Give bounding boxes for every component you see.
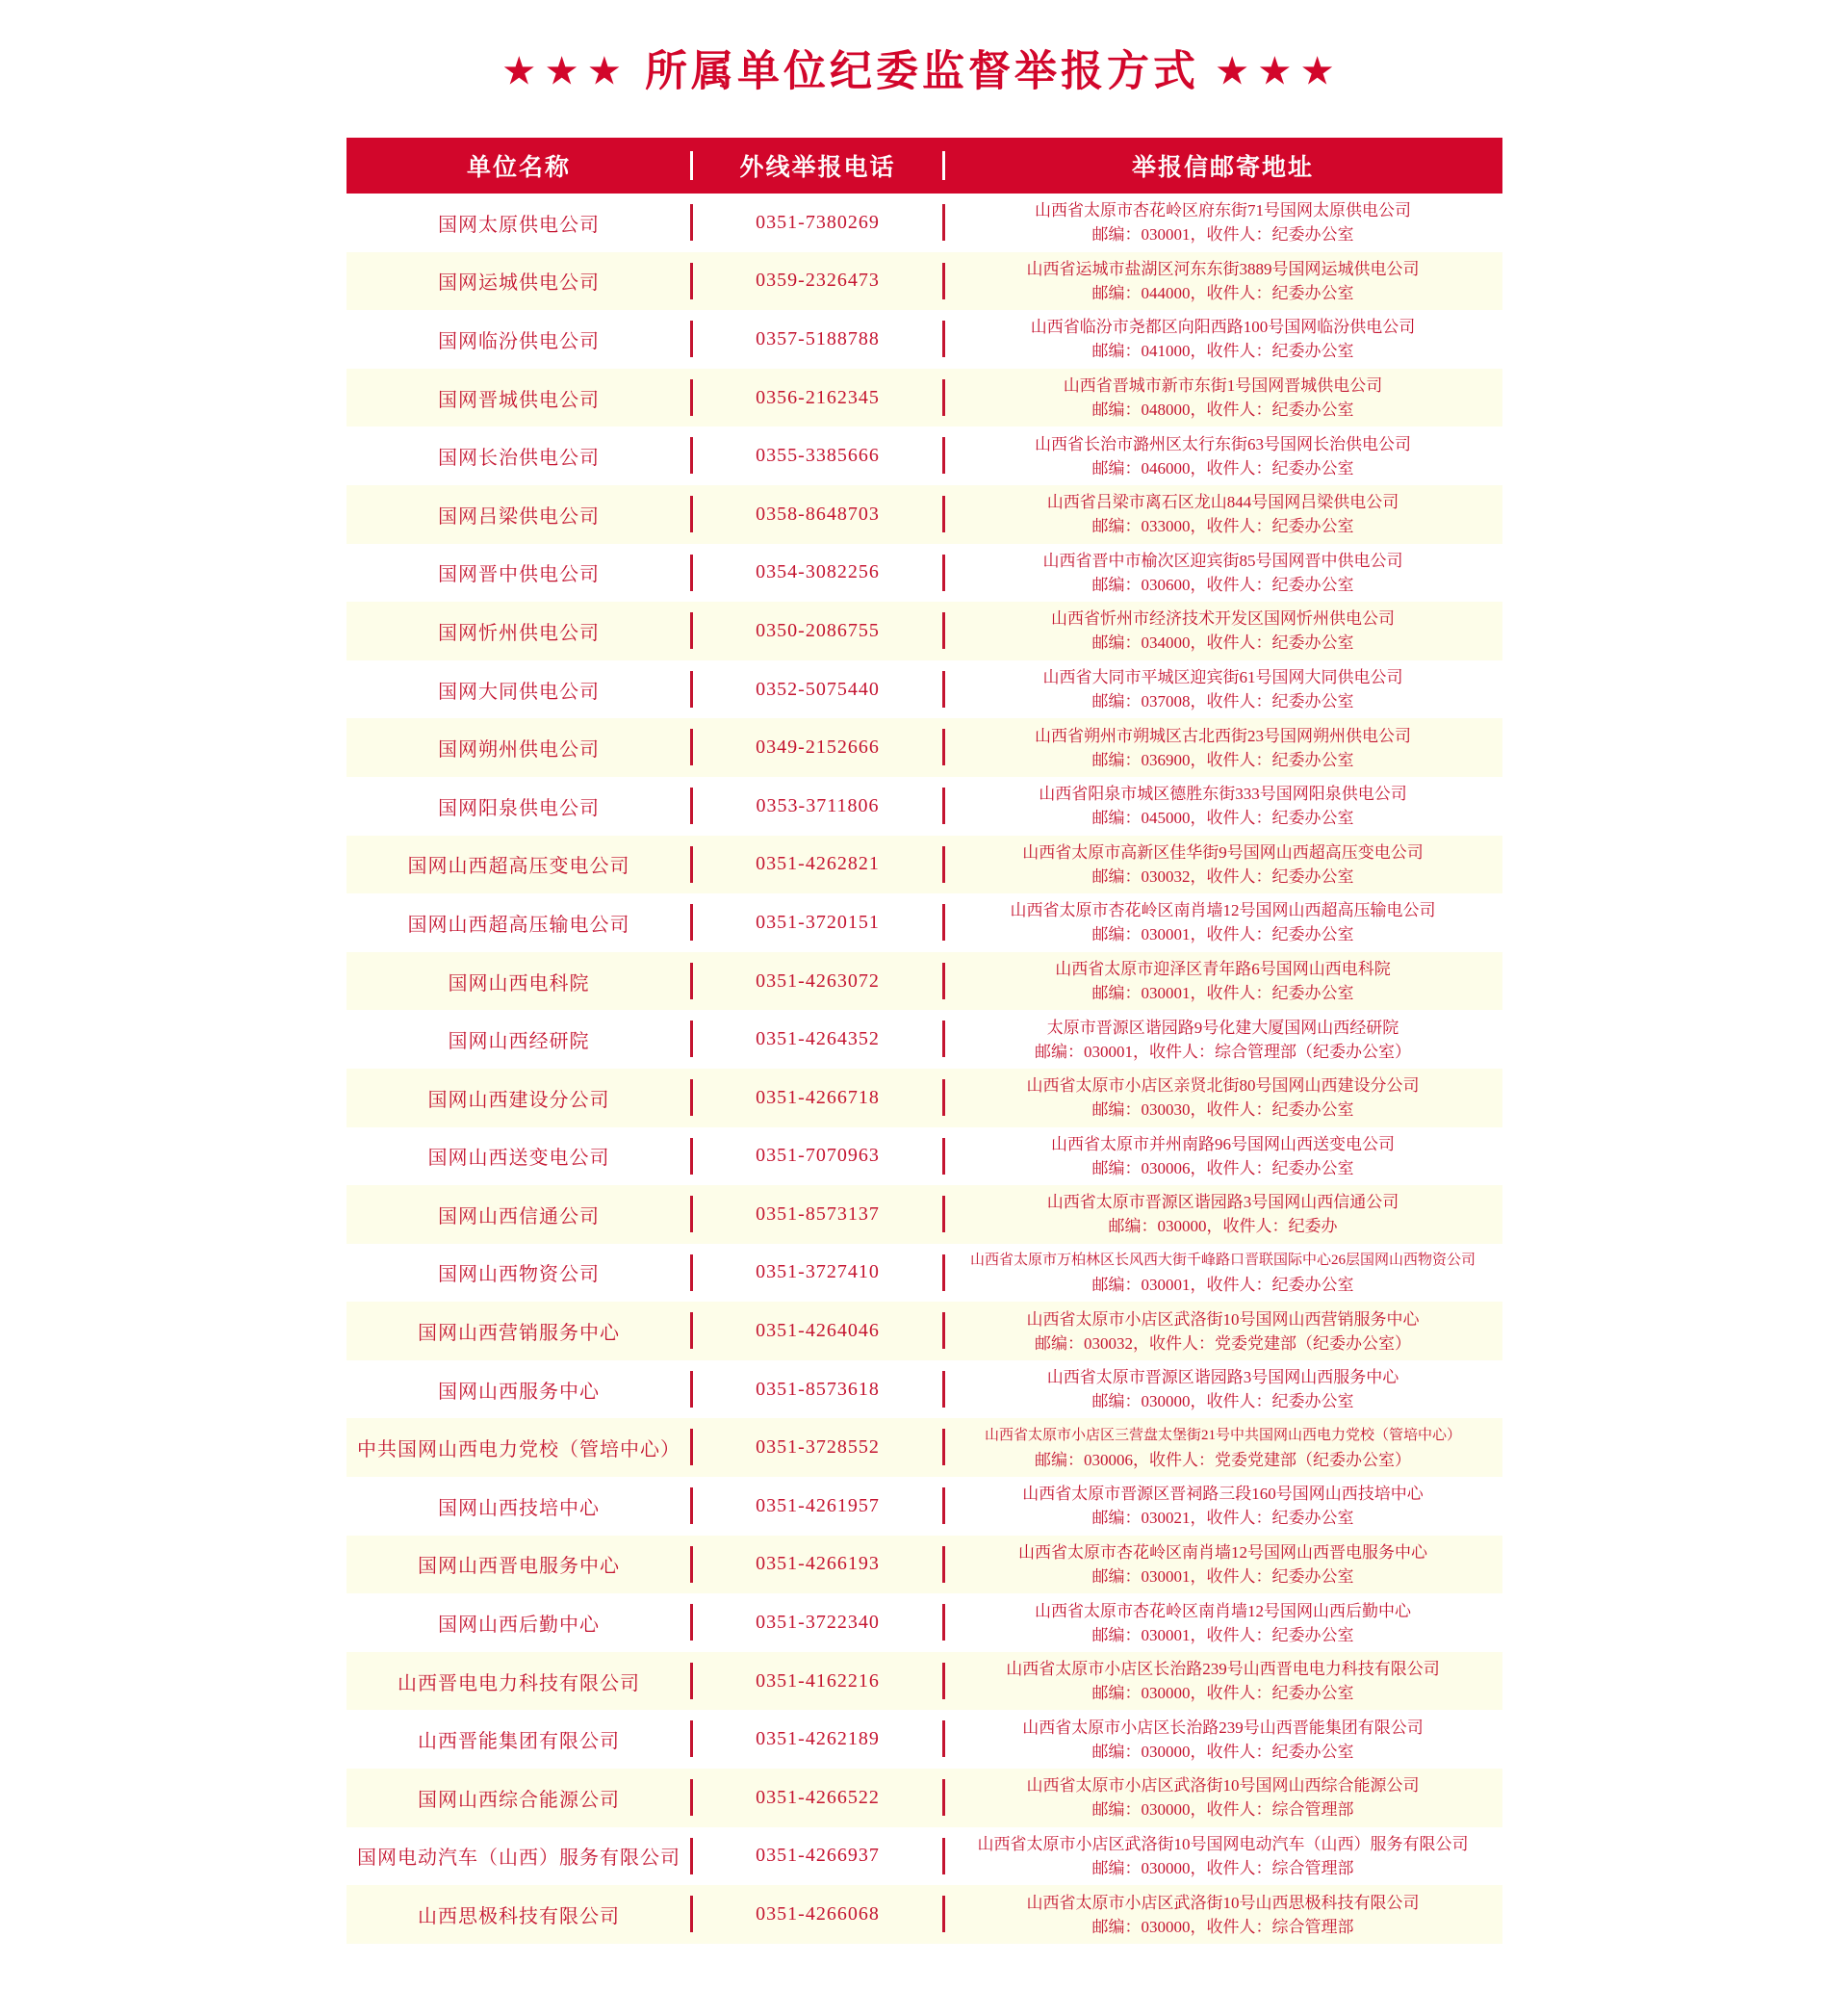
address-line: 太原市晋源区谐园路9号化建大厦国网山西经研院 (1046, 1018, 1399, 1037)
column-divider (690, 204, 693, 241)
mailing-address-cell (944, 1482, 1502, 1530)
postcode-recipient-line: 邮编：030006，收件人：党委党建部（纪委办公室） (1035, 1450, 1411, 1469)
postcode-recipient-line: 邮编：030032，收件人：纪委办公室 (1091, 866, 1354, 886)
postcode-recipient-line: 邮编：045000，收件人：纪委办公室 (1091, 809, 1354, 828)
unit-name-cell: 国网电动汽车（山西）服务有限公司 (357, 1848, 680, 1870)
column-divider (942, 671, 945, 708)
table-row (346, 1536, 1502, 1594)
unit-name-cell: 国网山西超高压输电公司 (407, 914, 630, 936)
address-line: 山西省太原市并州南路96号国网山西送变电公司 (1051, 1134, 1395, 1153)
column-divider (690, 671, 693, 708)
unit-name-cell: 国网山西后勤中心 (438, 1615, 600, 1637)
column-divider (942, 729, 945, 765)
table-body (346, 194, 1502, 1944)
column-divider (942, 263, 945, 299)
postcode-recipient-line: 邮编：030030，收件人：纪委办公室 (1091, 1100, 1354, 1120)
column-divider (690, 1312, 693, 1349)
report-phone-cell: 0351-4266522 (756, 1786, 880, 1808)
postcode-recipient-line: 邮编：046000，收件人：纪委办公室 (1091, 458, 1354, 478)
stars-right-icon: ★★★ (1217, 52, 1345, 91)
postcode-recipient-line: 邮编：037008，收件人：纪委办公室 (1091, 692, 1354, 711)
page-title (0, 0, 1848, 98)
column-divider (690, 263, 693, 299)
mailing-address-cell (944, 724, 1502, 772)
address-line: 山西省大同市平城区迎宾街61号国网大同供电公司 (1042, 668, 1403, 687)
column-divider (942, 1021, 945, 1057)
report-phone-cell: 0351-4266193 (756, 1553, 880, 1575)
column-divider (690, 1254, 693, 1291)
postcode-recipient-line: 邮编：030001，收件人：纪委办公室 (1091, 925, 1354, 944)
table-row (346, 1418, 1502, 1477)
unit-name-cell: 国网晋中供电公司 (438, 564, 600, 586)
unit-name-cell: 国网阳泉供电公司 (438, 797, 600, 819)
column-divider (942, 1779, 945, 1816)
mailing-address-cell (944, 1307, 1502, 1356)
column-divider (942, 1896, 945, 1932)
postcode-recipient-line: 邮编：030000，收件人：纪委办公室 (1091, 1392, 1354, 1411)
header-column-divider (942, 151, 945, 180)
column-divider (690, 1487, 693, 1524)
unit-name-cell: 国网晋城供电公司 (438, 389, 600, 411)
address-line: 山西省太原市小店区武洛街10号国网电动汽车（山西）服务有限公司 (977, 1834, 1469, 1853)
column-divider (942, 963, 945, 999)
address-line: 山西省朔州市朔城区古北西街23号国网朔州供电公司 (1035, 726, 1411, 745)
unit-name-cell: 国网山西物资公司 (438, 1264, 600, 1286)
address-line: 山西省太原市小店区三营盘太堡街21号中共国网山西电力党校（管培中心） (984, 1427, 1461, 1443)
mailing-address-cell (944, 1891, 1502, 1939)
column-divider (690, 846, 693, 883)
postcode-recipient-line: 邮编：030006，收件人：纪委办公室 (1091, 1158, 1354, 1177)
column-divider (690, 1196, 693, 1232)
postcode-recipient-line: 邮编：030000，收件人：综合管理部 (1091, 1858, 1354, 1877)
column-divider (942, 555, 945, 591)
unit-name-cell: 国网山西建设分公司 (427, 1089, 610, 1111)
address-line: 山西省太原市杏花岭区府东街71号国网太原供电公司 (1035, 201, 1411, 220)
postcode-recipient-line: 邮编：030001，收件人：纪委办公室 (1091, 225, 1354, 245)
report-phone-cell: 0351-7380269 (756, 211, 880, 233)
table-row (346, 369, 1502, 427)
table-row (346, 952, 1502, 1011)
mailing-address-cell (944, 1773, 1502, 1822)
mailing-address-cell (944, 607, 1502, 655)
unit-name-cell: 国网运城供电公司 (438, 272, 600, 295)
table-row (346, 310, 1502, 369)
column-divider (942, 1838, 945, 1874)
address-line: 山西省吕梁市离石区龙山844号国网吕梁供电公司 (1046, 493, 1399, 512)
mailing-address-cell (944, 1599, 1502, 1647)
column-divider (942, 496, 945, 532)
mailing-address-cell (944, 432, 1502, 480)
mailing-address-cell (944, 490, 1502, 538)
table-row (346, 1010, 1502, 1069)
table-row (346, 1710, 1502, 1769)
table-row (346, 194, 1502, 252)
postcode-recipient-line: 邮编：030001，收件人：纪委办公室 (1091, 1275, 1354, 1294)
mailing-address-cell (944, 198, 1502, 246)
report-phone-cell: 0357-5188788 (756, 327, 880, 349)
address-line: 山西省太原市杏花岭区南肖墙12号国网山西晋电服务中心 (1018, 1542, 1427, 1562)
report-phone-cell: 0351-4266718 (756, 1086, 880, 1108)
column-divider (942, 1604, 945, 1641)
column-divider (942, 1429, 945, 1465)
column-divider (690, 1021, 693, 1057)
stars-left-icon: ★★★ (503, 52, 631, 91)
postcode-recipient-line: 邮编：030001，收件人：纪委办公室 (1091, 984, 1354, 1003)
column-divider (690, 437, 693, 474)
unit-name-cell: 国网忻州供电公司 (438, 622, 600, 644)
address-line: 山西省晋城市新市东街1号国网晋城供电公司 (1063, 376, 1383, 396)
header-column-divider (690, 151, 693, 180)
postcode-recipient-line: 邮编：048000，收件人：纪委办公室 (1091, 401, 1354, 420)
table-row (346, 1360, 1502, 1419)
table-row (346, 1885, 1502, 1944)
unit-name-cell: 国网山西送变电公司 (427, 1148, 610, 1170)
table-row (346, 1827, 1502, 1886)
column-divider (690, 1838, 693, 1874)
column-divider (942, 788, 945, 824)
table-row (346, 718, 1502, 777)
address-line: 山西省运城市盐湖区河东东街3889号国网运城供电公司 (1026, 259, 1420, 278)
unit-name-cell: 国网长治供电公司 (438, 448, 600, 470)
column-divider (942, 1312, 945, 1349)
report-phone-cell: 0351-4261957 (756, 1494, 880, 1516)
address-line: 山西省太原市小店区武洛街10号国网山西营销服务中心 (1026, 1309, 1420, 1329)
column-divider (690, 788, 693, 824)
table-row (346, 602, 1502, 660)
report-phone-cell: 0351-4264352 (756, 1028, 880, 1050)
mailing-address-cell (944, 1365, 1502, 1413)
address-line: 山西省太原市迎泽区青年路6号国网山西电科院 (1055, 960, 1391, 979)
address-line: 山西省长治市潞州区太行东街63号国网长治供电公司 (1035, 434, 1411, 453)
report-table (346, 138, 1502, 1944)
address-line: 山西省太原市万柏林区长风西大街千峰路口晋联国际中心26层国网山西物资公司 (969, 1252, 1476, 1268)
unit-name-cell: 国网大同供电公司 (438, 681, 600, 703)
column-divider (942, 1546, 945, 1583)
mailing-address-cell (944, 315, 1502, 363)
mailing-address-cell (944, 1540, 1502, 1589)
postcode-recipient-line: 邮编：030000，收件人：纪委办 (1108, 1217, 1338, 1236)
address-line: 山西省晋中市榆次区迎宾街85号国网晋中供电公司 (1042, 551, 1403, 570)
mailing-address-cell (944, 1716, 1502, 1764)
column-divider (690, 555, 693, 591)
column-divider (690, 1604, 693, 1641)
report-phone-cell: 0351-4264046 (756, 1320, 880, 1342)
unit-name-cell: 国网山西晋电服务中心 (418, 1556, 620, 1578)
unit-name-cell: 国网山西经研院 (448, 1031, 590, 1053)
report-phone-cell: 0351-4262821 (756, 853, 880, 875)
column-divider (942, 1487, 945, 1524)
column-divider (942, 1196, 945, 1232)
report-phone-cell: 0355-3385666 (756, 445, 880, 467)
unit-name-cell: 国网山西信通公司 (438, 1205, 600, 1228)
table-row (346, 1593, 1502, 1652)
report-phone-cell: 0351-4266068 (756, 1903, 880, 1925)
report-phone-cell: 0354-3082256 (756, 561, 880, 583)
postcode-recipient-line: 邮编：044000，收件人：纪委办公室 (1091, 283, 1354, 302)
mailing-address-cell (944, 957, 1502, 1005)
column-divider (942, 846, 945, 883)
address-line: 山西省太原市晋源区谐园路3号国网山西信通公司 (1046, 1193, 1399, 1212)
unit-name-cell: 国网山西电科院 (448, 972, 590, 995)
mailing-address-cell (944, 257, 1502, 305)
report-phone-cell: 0351-3727410 (756, 1261, 880, 1283)
address-line: 山西省太原市小店区武洛街10号山西思极科技有限公司 (1026, 1893, 1420, 1912)
unit-name-cell: 国网吕梁供电公司 (438, 505, 600, 528)
column-divider (690, 729, 693, 765)
postcode-recipient-line: 邮编：030000，收件人：纪委办公室 (1091, 1742, 1354, 1761)
mailing-address-cell (944, 1657, 1502, 1705)
mailing-address-cell (944, 549, 1502, 597)
column-divider (942, 379, 945, 416)
unit-name-cell: 中共国网山西电力党校（管培中心） (357, 1439, 680, 1461)
table-row (346, 1185, 1502, 1244)
report-phone-cell: 0351-7070963 (756, 1145, 880, 1167)
report-phone-cell: 0358-8648703 (756, 503, 880, 525)
mailing-address-cell (944, 840, 1502, 889)
column-divider (942, 1138, 945, 1175)
address-line: 山西省太原市杏花岭区南肖墙12号国网山西超高压输电公司 (1010, 901, 1436, 920)
table-row (346, 1127, 1502, 1186)
column-divider (942, 204, 945, 241)
table-row (346, 1069, 1502, 1127)
column-divider (942, 321, 945, 357)
column-divider (690, 496, 693, 532)
postcode-recipient-line: 邮编：034000，收件人：纪委办公室 (1091, 633, 1354, 653)
postcode-recipient-line: 邮编：030021，收件人：纪委办公室 (1091, 1509, 1354, 1528)
postcode-recipient-line: 邮编：033000，收件人：纪委办公室 (1091, 517, 1354, 536)
postcode-recipient-line: 邮编：036900，收件人：纪委办公室 (1091, 750, 1354, 769)
table-row (346, 1244, 1502, 1303)
table-row (346, 485, 1502, 544)
unit-name-cell: 国网山西超高压变电公司 (407, 856, 630, 878)
report-phone-cell: 0351-4162216 (756, 1669, 880, 1692)
postcode-recipient-line: 邮编：041000，收件人：纪委办公室 (1091, 342, 1354, 361)
table-row (346, 836, 1502, 894)
report-phone-cell: 0351-8573137 (756, 1202, 880, 1225)
mailing-address-cell (944, 1190, 1502, 1238)
table-row (346, 544, 1502, 603)
column-divider (690, 1138, 693, 1175)
table-header (346, 138, 1502, 194)
column-divider (942, 1371, 945, 1408)
postcode-recipient-line: 邮编：030001，收件人：纪委办公室 (1091, 1566, 1354, 1586)
address-line: 山西省太原市小店区长治路239号山西晋电电力科技有限公司 (1006, 1660, 1440, 1679)
postcode-recipient-line: 邮编：030001，收件人：综合管理部（纪委办公室） (1035, 1042, 1411, 1061)
address-line: 山西省太原市杏花岭区南肖墙12号国网山西后勤中心 (1035, 1601, 1411, 1620)
table-row (346, 893, 1502, 952)
column-divider (690, 1079, 693, 1116)
postcode-recipient-line: 邮编：030000，收件人：综合管理部 (1091, 1917, 1354, 1936)
address-line: 山西省阳泉市城区德胜东街333号国网阳泉供电公司 (1039, 785, 1407, 804)
report-phone-cell: 0351-3722340 (756, 1612, 880, 1634)
column-divider (690, 1720, 693, 1757)
unit-name-cell: 国网朔州供电公司 (438, 739, 600, 762)
mailing-address-cell (944, 782, 1502, 830)
unit-name-cell: 山西晋电电力科技有限公司 (398, 1672, 640, 1694)
postcode-recipient-line: 邮编：030600，收件人：纪委办公室 (1091, 575, 1354, 594)
address-line: 山西省太原市小店区武洛街10号国网山西综合能源公司 (1026, 1776, 1420, 1796)
column-divider (942, 1720, 945, 1757)
report-phone-cell: 0350-2086755 (756, 619, 880, 641)
unit-name-cell: 国网山西营销服务中心 (418, 1323, 620, 1345)
mailing-address-cell (944, 374, 1502, 422)
report-phone-cell: 0353-3711806 (756, 794, 880, 816)
address-line: 山西省太原市晋源区晋祠路三段160号国网山西技培中心 (1022, 1485, 1424, 1504)
mailing-address-cell (944, 1132, 1502, 1180)
table-row (346, 252, 1502, 311)
header-mailing-address: 举报信邮寄地址 (1131, 155, 1314, 181)
postcode-recipient-line: 邮编：030000，收件人：综合管理部 (1091, 1800, 1354, 1820)
postcode-recipient-line: 邮编：030001，收件人：纪委办公室 (1091, 1625, 1354, 1644)
column-divider (690, 321, 693, 357)
unit-name-cell: 山西晋能集团有限公司 (418, 1731, 620, 1753)
mailing-address-cell (944, 1832, 1502, 1880)
mailing-address-cell (944, 898, 1502, 946)
header-unit-name: 单位名称 (466, 155, 571, 181)
report-phone-cell: 0356-2162345 (756, 386, 880, 408)
report-phone-cell: 0352-5075440 (756, 678, 880, 700)
report-phone-cell: 0351-4262189 (756, 1728, 880, 1750)
column-divider (690, 612, 693, 649)
mailing-address-cell (944, 665, 1502, 713)
mailing-address-cell (944, 1249, 1502, 1297)
table-row (346, 1769, 1502, 1827)
address-line: 山西省太原市小店区长治路239号山西晋能集团有限公司 (1022, 1718, 1424, 1737)
mailing-address-cell (944, 1424, 1502, 1472)
column-divider (942, 1254, 945, 1291)
table-row (346, 1477, 1502, 1536)
unit-name-cell: 国网临汾供电公司 (438, 330, 600, 352)
column-divider (690, 379, 693, 416)
column-divider (690, 904, 693, 941)
column-divider (942, 612, 945, 649)
column-divider (690, 963, 693, 999)
column-divider (942, 437, 945, 474)
report-phone-cell: 0351-4263072 (756, 969, 880, 992)
unit-name-cell: 国网山西综合能源公司 (418, 1789, 620, 1811)
header-report-phone: 外线举报电话 (739, 155, 896, 181)
column-divider (690, 1663, 693, 1699)
report-phone-cell: 0359-2326473 (756, 270, 880, 292)
table-row (346, 1302, 1502, 1360)
mailing-address-cell (944, 1016, 1502, 1064)
column-divider (690, 1429, 693, 1465)
report-phone-cell: 0351-8573618 (756, 1378, 880, 1400)
unit-name-cell: 山西思极科技有限公司 (418, 1906, 620, 1928)
unit-name-cell: 国网山西服务中心 (438, 1381, 600, 1403)
report-phone-cell: 0351-4266937 (756, 1845, 880, 1867)
report-phone-cell: 0351-3728552 (756, 1436, 880, 1459)
column-divider (690, 1779, 693, 1816)
table-row (346, 777, 1502, 836)
unit-name-cell: 国网太原供电公司 (438, 214, 600, 236)
address-line: 山西省太原市晋源区谐园路3号国网山西服务中心 (1046, 1368, 1399, 1387)
mailing-address-cell (944, 1073, 1502, 1122)
address-line: 山西省太原市高新区佳华街9号国网山西超高压变电公司 (1022, 842, 1424, 862)
postcode-recipient-line: 邮编：030032，收件人：党委党建部（纪委办公室） (1035, 1333, 1411, 1353)
column-divider (942, 1079, 945, 1116)
address-line: 山西省太原市小店区亲贤北街80号国网山西建设分公司 (1026, 1076, 1420, 1096)
table-row (346, 660, 1502, 719)
column-divider (690, 1546, 693, 1583)
table-row (346, 426, 1502, 485)
column-divider (690, 1371, 693, 1408)
column-divider (942, 904, 945, 941)
postcode-recipient-line: 邮编：030000，收件人：纪委办公室 (1091, 1684, 1354, 1703)
unit-name-cell: 国网山西技培中心 (438, 1497, 600, 1519)
page-title-text: 所属单位纪委监督举报方式 (645, 47, 1199, 95)
column-divider (690, 1896, 693, 1932)
table-row (346, 1652, 1502, 1711)
column-divider (942, 1663, 945, 1699)
address-line: 山西省临汾市尧都区向阳西路100号国网临汾供电公司 (1030, 318, 1416, 337)
address-line: 山西省忻州市经济技术开发区国网忻州供电公司 (1051, 609, 1395, 629)
report-phone-cell: 0351-3720151 (756, 911, 880, 933)
report-phone-cell: 0349-2152666 (756, 737, 880, 759)
